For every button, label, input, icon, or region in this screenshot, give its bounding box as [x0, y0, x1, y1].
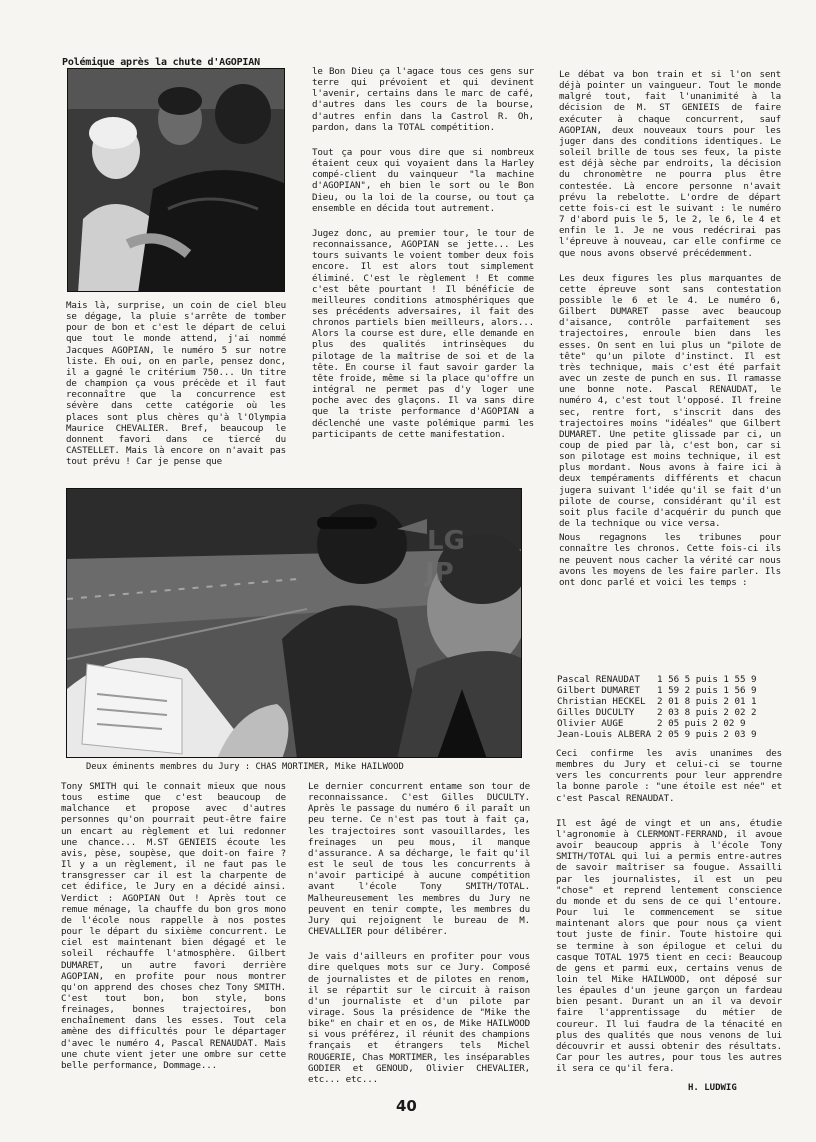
- paragraph: Le débat va bon train et si l'on sent déjà pointer un vaingueur. Tout le monde malgré tout, fait l'unanimité à la décision de M. ST GENIEIS de faire exécuter à chaque concurrent, sauf AGOPIAN, deux nouveaux tours pour les juger dans des conditions identiques. Le soleil brille de tous ses feux, la piste est déjà sèche par endroits, la décision du chronomètre ne pourra plus être contestée. Là encore personne n'avait prévu la rebelotte. L'ordre de départ cette fois-ci est le suivant : le numéro 7 d'abord puis le 5, le 2, le 6, le 4 et enfin le 1. Je ne vous redécrirai pas l'épreuve à nouveau, car elle confirme ce que nous avons observé précédemment.: [559, 69, 781, 259]
- column-2-top: [312, 66, 534, 440]
- paragraph: Ceci confirme les avis unanimes des membres du Jury et celui-ci se tourne vers les concurrents pour leur apprendre la bonne parole : "une étoile est née" et c'est Pascal RENAUDAT.: [556, 748, 782, 804]
- paragraph: Le dernier concurrent entame son tour de reconnaissance. C'est Gilles DUCULTY. Après le passage du numéro 6 il paraît un peu terne. Ce n'est pas tout à fait ça, les trajectoires sont vasouillardes, les freinages un peu mous, il manque d'assurance. A sa décharge, le fait qu'il est le seul de tous les concurrents à n'avoir participé à aucune compétition avant l'école Tony SMITH/TOTAL. Malheureusement les membres du Jury ne peuvent en tenir compte, les membres du Jury qui rejoignent le bureau de M. CHEVALLIER pour délibérer.: [308, 781, 530, 938]
- paragraph: Je vais d'ailleurs en profiter pour vous dire quelques mots sur ce Jury. Composé de journalistes et de pilotes en renom, il se répartit sur le circuit à raison d'un journaliste et d'un pilote par virage. Sous la présidence de "Mike the bike" en chair et en os, de Mike HAILWOOD si vous préférez, il réunit des champions français et étrangers tels Michel ROUGERIE, Chas MORTIMER, les inséparables GODIER et GENOUD, Olivier CHEVALIER, etc... etc...: [308, 951, 530, 1085]
- photo-agopian-image: [68, 69, 285, 292]
- times-table: [557, 674, 787, 741]
- photo-jury-image: [67, 489, 522, 758]
- paragraph: Nous regagnons les tribunes pour connaître les chronos. Cette fois-ci ils ne peuvent nous cacher la vérité car nous avons les moyens de les faire parler. Ils ont donc parlé et voici les temps :: [559, 532, 781, 588]
- paragraph: Il est âgé de vingt et un ans, étudie l'agronomie à CLERMONT-FERRAND, il avoue avoir beaucoup appris à l'école Tony SMITH/TOTAL qui lui a permis entre-autres de savoir maîtriser sa fougue. Assailli par les journalistes, il est un peu "chose" et reprend lentement conscience du monde et du sens de ce qui l'entoure. Pour lui le commencement se situe maintenant alors que pour nous ça vient tout juste de finir. Toute histoire qui se termine à son épilogue et celui du casque TOTAL 1975 tient en ceci: Beaucoup de gens et parmi eux, certains venus de loin tel Mike HAILWOOD, ont déposé sur les épaules d'un jeune garçon un fardeau bien pesant. Durant un an il va devoir faire l'apprentissage du métier de coureur. Il lui faudra de la ténacité en plus des qualités que nous venons de lui découvrir et aussi obtenir des résultats. Car pour les autres, pour tous les autres il sera ce qu'il fera.: [556, 817, 782, 1075]
- column-3-top: [559, 69, 781, 588]
- column-1-top: [66, 300, 286, 467]
- paragraph: Tout ça pour vous dire que si nombreux étaient ceux qui voyaient dans la Harley compé-client du vainqueur "la machine d'AGOPIAN", eh bien le sort ou le Bon Dieu, ou la loi de la course, ou tout ça ensemble en décida tout autrement.: [312, 146, 534, 214]
- paragraph: Tony SMITH qui le connait mieux que nous tous estime que c'est beaucoup de malchance et propose avec d'autres personnes qu'on pourrait peut-être faire un encart au règlement et lui redonner une chance... M.ST GENIEIS écoute les avis, pèse, soupèse, que doit-on faire ? Il y a un règlement, il ne faut pas le transgresser car il est la charpente de cet édifice, le Jury en a décidé ainsi. Verdict : AGOPIAN Out ! Après tout ce remue ménage, la chauffe du bon gros mono de l'école nous rappelle à nos postes pour le départ du sixième concurrent. Le ciel est maintenant bien dégagé et le soleil réchauffe l'atmosphère. Gilbert DUMARET, un autre favori derrière AGOPIAN, en profite pour nous montrer qu'on apprend des choses chez Tony SMITH. C'est tout bon, bon style, bons freinages, bonnes trajectoires, bon enchaînement dans les esses. Tout cela amène des difficultés pour le départager d'avec le numéro 4, Pascal RENAUDAT. Mais une chute vient jeter une ombre sur cette belle performance, Dommage...: [61, 781, 286, 1071]
- photo-jury: [66, 488, 522, 758]
- article-headline: Polémique après la chute d'AGOPIAN: [62, 57, 260, 68]
- photo-caption: Deux éminents membres du Jury : CHAS MORTIMER, Mike HAILWOOD: [86, 762, 404, 772]
- author-signature: H. LUDWIG: [688, 1083, 737, 1093]
- column-3-bottom: [556, 748, 782, 1074]
- paragraph: Mais là, surprise, un coin de ciel bleu se dégage, la pluie s'arrête de tomber pour de bon et c'est le départ de celui que tout le monde attend, j'ai nommé Jacques AGOPIAN, le numéro 5 sur notre liste. Eh oui, on en parle, pensez donc, il a gagné le critérium 750... Un titre de champion ça vous précède et il faut reconnaître que la concurrence est sévère dans cette catégorie où les places sont plus chères qu'à l'Olympia Maurice CHEVALIER. Bref, beaucoup le donnent favori dans ce tiercé du CASTELLET. Mais là encore on n'avait pas tout prévu ! Car je pense que: [66, 300, 286, 468]
- times-row: Pascal RENAUDAT 1 56 5 puis 1 55 9: [557, 674, 757, 685]
- svg-text:JP: JP: [425, 558, 454, 588]
- watermark-text: LG: [427, 526, 465, 556]
- paragraph: Jugez donc, au premier tour, le tour de reconnaissance, AGOPIAN se jette... Les tours suivants le voient tomber deux fois encore. Il est alors tout simplement éliminé. C'est le règlement ! Et comme c'est bête pourtant ! Il bénéficie de meilleures conditions atmosphériques que ses précédents adversaires, il fait des chronos partiels bien meilleurs, alors... Alors la course est dure, elle demande en plus des qualités intrinsèques du pilotage de la maîtrise de soi et de la tête. En course il faut savoir garder la tête froide, même si la place qu'offre un intégral ne permet pas d'y loger une poche avec des glaçons. Il va sans dire que la triste performance d'AGOPIAN a déclenché une vaste polémique parmi les participants de cette manifestation.: [312, 227, 534, 440]
- paragraph: le Bon Dieu ça l'agace tous ces gens sur terre qui prévoient et qui devinent l'avenir, certains dans le marc de café, d'autres dans les cours de la bourse, d'autres enfin dans la Castrol R. Oh, pardon, dans la TOTAL compétition.: [312, 66, 534, 133]
- times-row: Christian HECKEL 2 01 8 puis 2 01 1: [557, 696, 757, 708]
- page-number: 40: [396, 1097, 417, 1115]
- times-row: Olivier AUGE 2 05 puis 2 02 9: [557, 718, 746, 730]
- times-row: Gilbert DUMARET 1 59 2 puis 1 56 9: [557, 685, 757, 697]
- column-1-bottom: [61, 781, 286, 1071]
- times-row: Jean-Louis ALBERA 2 05 9 puis 2 03 9: [557, 729, 757, 741]
- paragraph: Les deux figures les plus marquantes de cette épreuve sont sans contestation possible le 6 et le 4. Le numéro 6, Gilbert DUMARET passe avec beaucoup d'aisance, contrôle parfaitement ses trajectoires, enroule bien dans les esses. On sent en lui plus un "pilote de tête" qu'un pilote d'instinct. Il est très technique, mais c'est été parfait avec un zeste de punch en sus. Il ramasse une bonne note. Pascal RENAUDAT, le numéro 4, c'est tout l'opposé. Il freine sec, rentre fort, s'inscrit dans des trajectoires moins "idéales" que Gilbert DUMARET. Une petite glissade par ci, un coup de pied par là, c'est bon, car si son pilotage est moins technique, il est plus mordant. Nous avons à faire ici à deux tempéraments différents et chacun jugera suivant l'idée qu'il se fait d'un pilote de course, considérant qu'il est soit plus facile d'acquérir du punch que de la technique ou vice versa.: [559, 272, 781, 530]
- times-row: Gilles DUCULTY 2 03 8 puis 2 02 2: [557, 707, 757, 719]
- column-2-bottom: [308, 781, 530, 1085]
- photo-agopian: [67, 68, 285, 292]
